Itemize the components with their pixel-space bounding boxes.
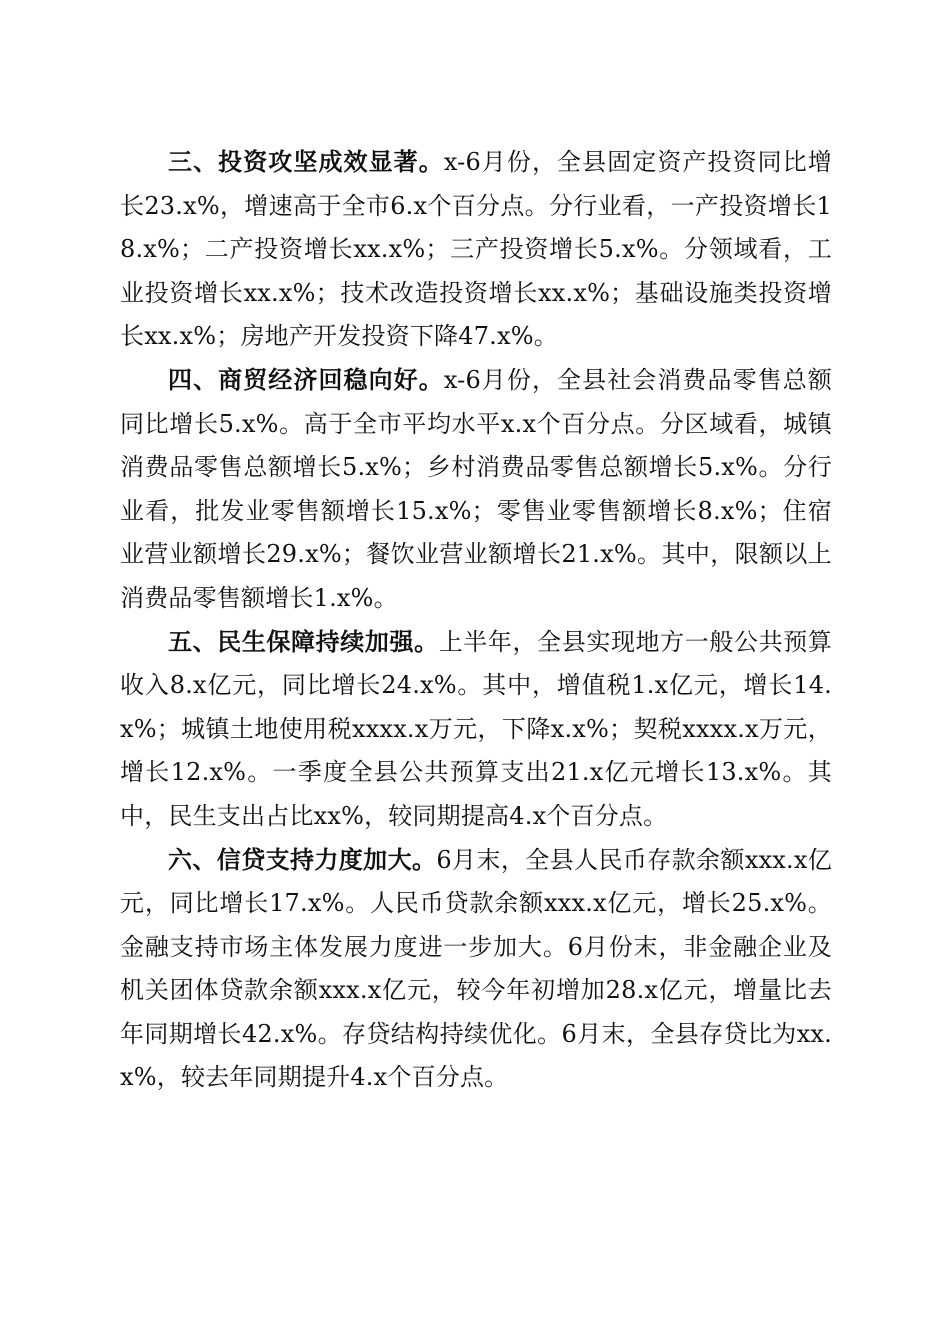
paragraph-credit: [120, 839, 832, 1101]
paragraph-body: 上半年，全县实现地方一般公共预算收入8.x亿元，同比增长24.x%。其中，增值税1.x亿元，增长14.x%；城镇土地使用税xxxx.x万元，下降x.x%；契税xxxx.x万元，增长12.x%。一季度全县公共预算支出21.x亿元增长13.x%。其中，民生支出占比xx%，较同期提高4.x个百分点。: [120, 627, 832, 830]
paragraph-body: 6月末，全县人民币存款余额xxx.x亿元，同比增长17.x%。人民币贷款余额xxx.x亿元，增长25.x%。金融支持市场主体发展力度进一步加大。6月份末，非金融企业及机关团体贷款余额xxx.x亿元，较今年初增加28.x亿元，增量比去年同期增长42.x%。存贷结构持续优化。6月末，全县存贷比为xx.x%，较去年同期提升4.x个百分点。: [120, 845, 833, 1092]
paragraph-body: x-6月份，全县社会消费品零售总额同比增长5.x%。高于全市平均水平x.x个百分点。分区域看，城镇消费品零售总额增长5.x%；乡村消费品零售总额增长5.x%。分行业看，批发业零售额增长15.x%；零售业零售额增长8.x%；住宿业营业额增长29.x%；餐饮业营业额增长21.x%。其中，限额以上消费品零售额增长1.x%。: [120, 365, 832, 612]
section-heading: 五、民生保障持续加强。: [168, 627, 439, 656]
paragraph-body: x-6月份，全县固定资产投资同比增长23.x%，增速高于全市6.x个百分点。分行业看，一产投资增长18.x%；二产投资增长xx.x%；三产投资增长5.x%。分领域看，工业投资增长xx.x%；技术改造投资增长xx.x%；基础设施类投资增长xx.x%；房地产开发投资下降47.x%。: [120, 148, 832, 351]
section-heading: 三、投资攻坚成效显著。: [168, 148, 444, 176]
paragraph-livelihood: [120, 621, 832, 839]
paragraph-investment: [120, 141, 832, 359]
section-heading: 六、信贷支持力度加大。: [168, 845, 437, 874]
paragraph-commerce: [120, 359, 832, 621]
document-page: [120, 141, 832, 1100]
section-heading: 四、商贸经济回稳向好。: [168, 365, 444, 394]
